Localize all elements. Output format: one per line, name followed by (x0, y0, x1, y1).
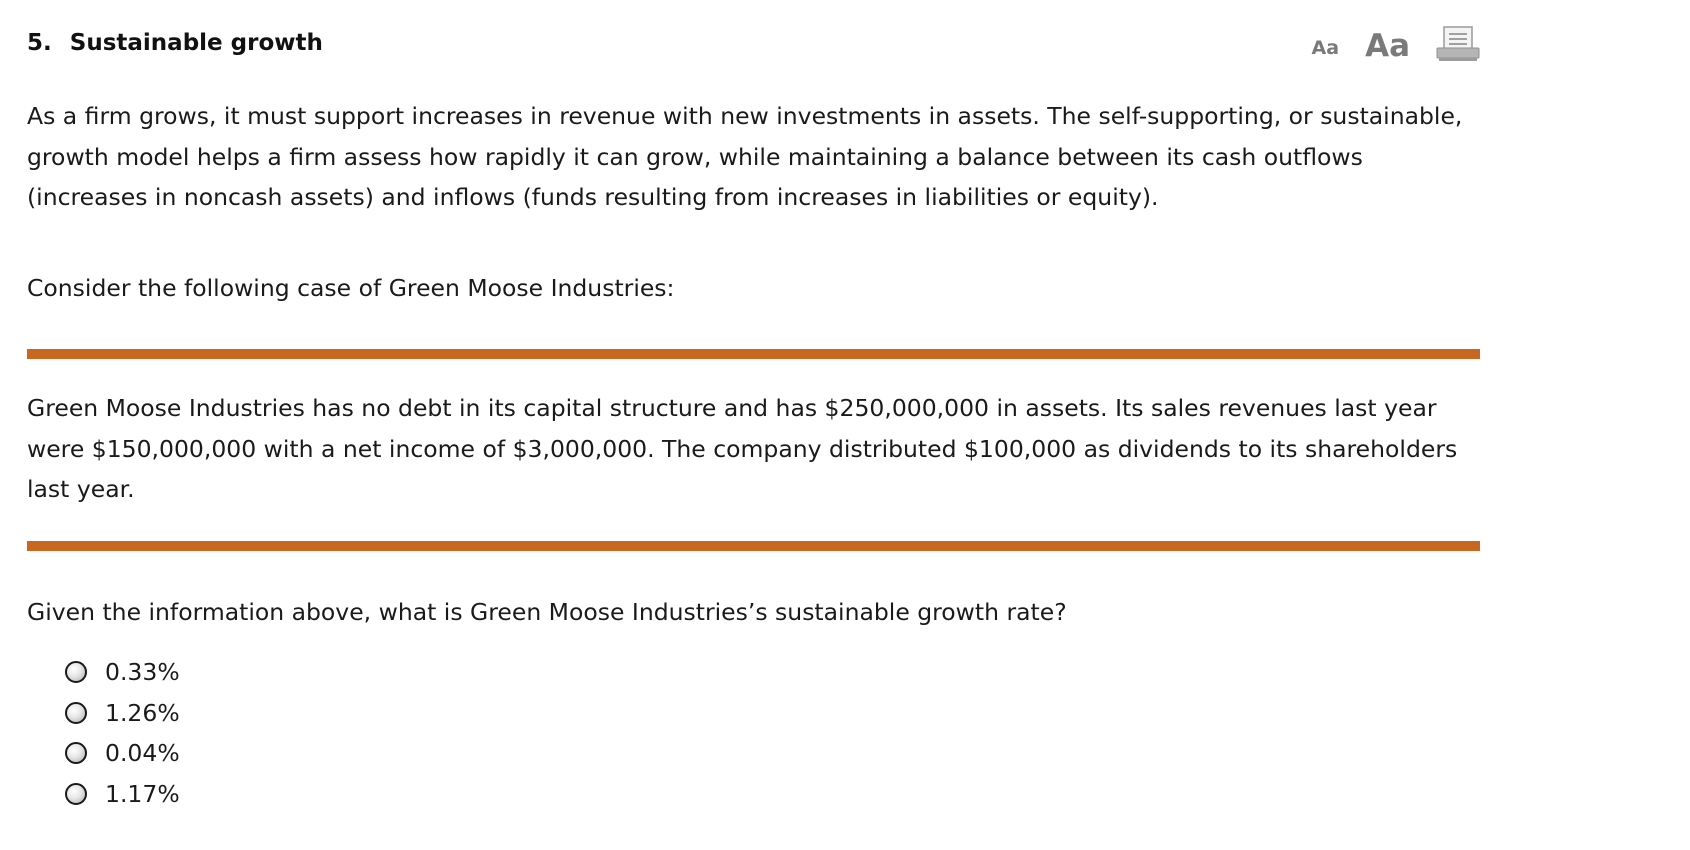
divider-top (27, 349, 1480, 359)
answer-option-label[interactable]: 0.33% (105, 658, 180, 687)
answer-option-label[interactable]: 1.26% (105, 698, 180, 727)
consider-text: Consider the following case of Green Moose Industries: (27, 274, 675, 302)
increase-font-button[interactable]: Aa (1365, 28, 1410, 64)
answer-option[interactable] (65, 652, 180, 693)
question-number: 5. (27, 30, 52, 56)
answer-option[interactable] (65, 693, 180, 734)
question-page (27, 0, 1480, 808)
answer-option-label[interactable]: 1.17% (105, 779, 180, 808)
question-prompt: Given the information above, what is Green Moose Industries’s sustainable growth rate? (27, 598, 1067, 626)
decrease-font-button[interactable]: Aa (1311, 37, 1340, 59)
question-header (27, 0, 1480, 90)
toolbar (1312, 26, 1480, 62)
print-icon[interactable] (1436, 26, 1480, 62)
answer-option[interactable] (65, 774, 180, 815)
radio-button[interactable] (65, 783, 87, 805)
intro-paragraph: As a firm grows, it must support increases in revenue with new investments in assets. The self-supporting, or sustainable, growth model helps a firm assess how rapidly it can grow, while maintaining a balance between its cash outflows (increases in noncash assets) and inflows (funds resulting from increases in liabilities or equity). (27, 102, 1463, 211)
question-title-text: Sustainable growth (69, 30, 323, 56)
radio-button[interactable] (65, 742, 87, 764)
case-paragraph: Green Moose Industries has no debt in its capital structure and has $250,000,000 in assets. Its sales revenues last year were $150,000,000 with a net income of $3,000,000. The company distributed $100,000 as dividends to its shareholders last year. (27, 394, 1458, 503)
answer-options (65, 652, 180, 814)
answer-option[interactable] (65, 733, 180, 774)
radio-button[interactable] (65, 702, 87, 724)
divider-bottom (27, 541, 1480, 551)
answer-option-label[interactable]: 0.04% (105, 739, 180, 768)
radio-button[interactable] (65, 661, 87, 683)
question-title (27, 30, 323, 56)
